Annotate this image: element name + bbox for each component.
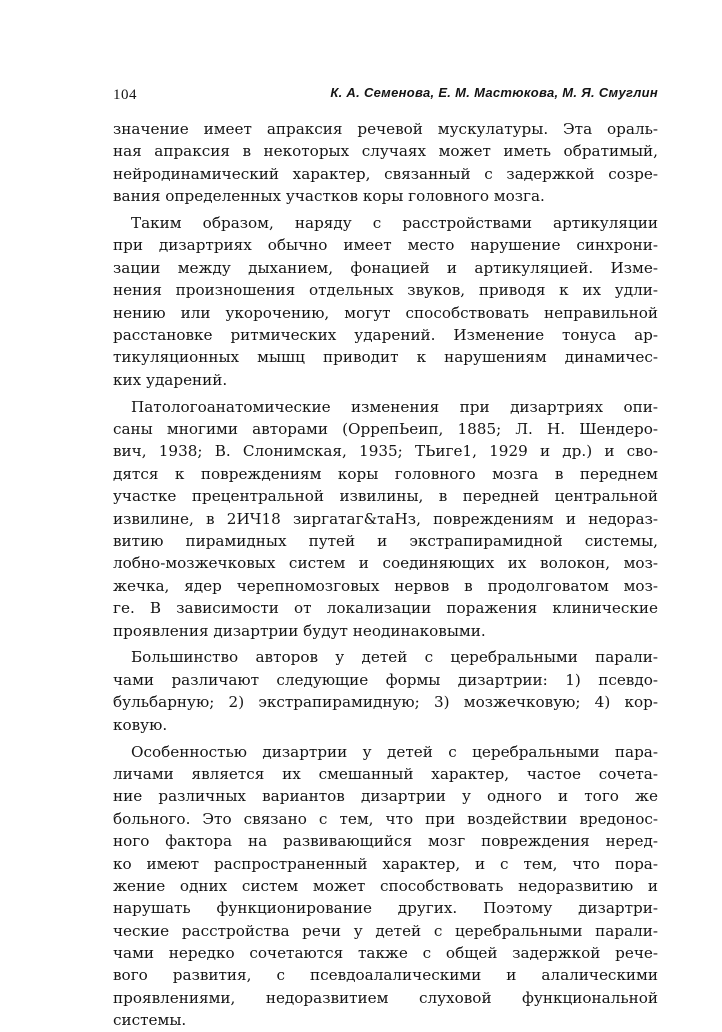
text-line: значение имеет апраксия речевой мускулатуры. Эта ораль-	[113, 120, 658, 138]
text-line: нению или укорочению, могут способствовать неправильной	[113, 303, 658, 322]
text-line: извилине, в 2ИЧ18 зиргатаг&таНз, повреждениям и недораз-	[113, 509, 658, 528]
text-line: ного фактора на развивающийся мозг повреждения неред-	[113, 832, 658, 851]
text-line: ковую.	[113, 715, 168, 734]
text-line: витию пирамидных путей и экстрапирамидной системы,	[113, 532, 658, 551]
text-line: проявлениями, недоразвитием слуховой функциональной	[113, 988, 658, 1007]
text-line: ге. В зависимости от локализации поражения клинические	[113, 599, 658, 618]
text-line: тикуляционных мышц приводит к нарушениям динамичес-	[113, 348, 658, 367]
text-line: Большинство авторов у детей с церебральными парали-	[131, 648, 658, 667]
text-line: больного. Это связано с тем, что при воздействии вредонос-	[113, 809, 658, 828]
text-line: зации между дыханием, фонацией и артикуляцией. Изме-	[113, 258, 658, 277]
text-line: системы.	[113, 1011, 187, 1030]
text-line: жение одних систем может способствовать недоразвитию и	[113, 876, 658, 895]
paragraph	[113, 396, 658, 642]
text-line: Таким образом, наряду с расстройствами артикуляции	[131, 214, 658, 233]
paragraph	[113, 741, 658, 1032]
text-line: ческие расстройства речи у детей с церебральными парали-	[113, 921, 658, 940]
text-line: Патологоанатомические изменения при дизартриях опи-	[131, 397, 658, 416]
paragraph	[113, 212, 658, 391]
text-line: саны многими авторами (ОррепЬеип, 1885; Л. Н. Шендеро-	[113, 420, 658, 439]
text-line: нейродинамический характер, связанный с задержкой созре-	[113, 164, 658, 183]
running-head-authors: К. А. Семенова, Е. М. Мастюкова, М. Я. Смуглин	[330, 85, 658, 100]
text-line: ние различных вариантов дизартрии у одного и того же	[113, 787, 658, 806]
text-line: чами нередко сочетаются также с общей задержкой рече-	[113, 944, 658, 963]
text-line: вания определенных участков коры головного мозга.	[113, 187, 545, 206]
paragraph	[113, 646, 658, 736]
text-line: вого развития, с псевдоалалическими и алалическими	[113, 966, 658, 985]
text-line: проявления дизартрии будут неодинаковыми.	[113, 621, 486, 640]
text-line: лобно-мозжечковых систем и соединяющих их волокон, моз-	[113, 554, 658, 573]
text-line: нения произношения отдельных звуков, приводя к их удли-	[113, 281, 658, 300]
text-line: Особенностью дизартрии у детей с церебральными пара-	[131, 742, 658, 761]
text-line: ких ударений.	[113, 370, 228, 389]
text-line: вич, 1938; В. Слонимская, 1935; ТЬиге1, 1929 и др.) и сво-	[113, 442, 658, 461]
text-line: при дизартриях обычно имеет место нарушение синхрони-	[113, 236, 658, 255]
text-line: нарушать функционирование других. Поэтому дизартри-	[113, 899, 658, 918]
text-line: бульбарную; 2) экстрапирамидную; 3) мозжечковую; 4) кор-	[113, 693, 658, 712]
paragraph	[113, 118, 658, 208]
text-line: дятся к повреждениям коры головного мозга в переднем	[113, 464, 658, 483]
page-number: 104	[113, 87, 137, 103]
text-line: участке прецентральной извилины, в передней центральной	[113, 487, 658, 506]
text-line: расстановке ритмических ударений. Изменение тонуса ар-	[113, 326, 658, 345]
text-line: личами является их смешанный характер, частое сочета-	[113, 764, 658, 783]
page-header	[113, 85, 658, 107]
text-line: ко имеют распространенный характер, и с тем, что пора-	[113, 854, 658, 873]
text-line: жечка, ядер черепномозговых нервов в продолговатом моз-	[113, 576, 658, 595]
text-line: ная апраксия в некоторых случаях может иметь обратимый,	[113, 142, 658, 161]
text-line: чами различают следующие формы дизартрии: 1) псевдо-	[113, 670, 658, 689]
text-body	[113, 118, 658, 1032]
